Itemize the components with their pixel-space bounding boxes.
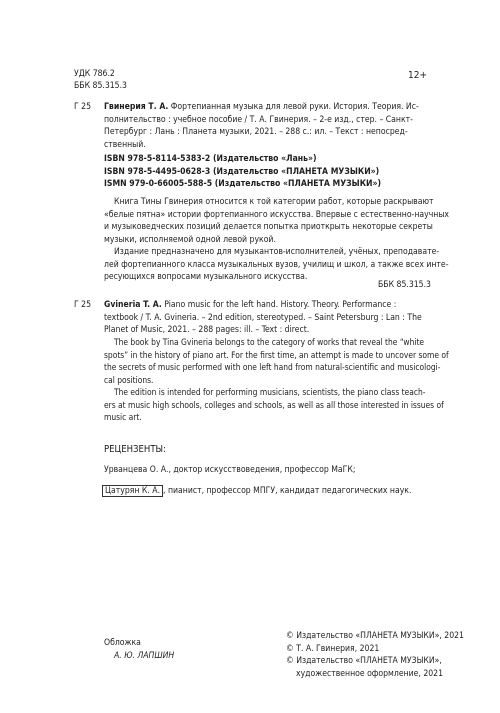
bbk-code-secondary: ББК 85.315.3: [378, 280, 431, 290]
en-bibliographic-record: [104, 299, 427, 337]
ru-annotation-line: ресующихся вопросами музыкального искусства.: [104, 272, 308, 282]
reviewer-line: [102, 485, 411, 498]
cover-label: Обложка: [104, 638, 141, 648]
copyright-line: © Издательство «ПЛАНЕТА МУЗЫКИ»,: [286, 656, 442, 666]
en-record-line: Planet of Music, 2021. – 288 pages: ill. – Text : direct.: [104, 325, 310, 335]
copyright-block: [286, 630, 464, 680]
reviewer-name: Урванцева О. А.: [104, 465, 169, 475]
en-record-line: Piano music for the left hand. History. Theory. Performance :: [161, 300, 397, 310]
en-annotation: [104, 336, 449, 424]
bbk-code: ББК 85.315.3: [74, 81, 127, 91]
ru-annotation-line: Издание предназначено для музыкантов-исполнителей, учёных, преподавате-: [114, 247, 440, 257]
ru-catalog-code: Г 25: [74, 102, 92, 112]
ru-record-line: полнительство : учебное пособие / Т. А. Гвинерия. – 2-е изд., стер. – Санкт-: [104, 114, 413, 125]
age-rating: 12+: [408, 70, 427, 81]
copyright-line: художественное оформление, 2021: [296, 668, 444, 679]
en-catalog-code: Г 25: [74, 300, 92, 310]
copyright-line: © Издательство «ПЛАНЕТА МУЗЫКИ», 2021: [286, 631, 464, 641]
ru-record-line: Петербург : Лань : Планета музыки, 2021. – 288 с.: ил. – Текст : непосред-: [104, 127, 408, 137]
en-annotation-line: music art.: [104, 412, 142, 422]
reviewer-credentials: , доктор искусствоведения, профессор МаГК;: [168, 465, 356, 475]
ru-annotation-line: и музыковедческих позиций делается попытка приоткрыть некоторые секреты: [104, 222, 433, 232]
udk-code: УДК 786.2: [74, 69, 115, 79]
isbn-line: ISBN 978-5-8114-5383-2 (Издательство «Лань»): [104, 154, 317, 164]
ismn-line: ISMN 979-0-66005-588-5 (Издательство «ПЛАНЕТА МУЗЫКИ»): [104, 179, 382, 189]
copyright-line: © Т. А. Гвинерия, 2021: [286, 643, 380, 654]
reviewer-name-highlighted: Цатурян К. А.: [102, 485, 163, 497]
ru-annotation-line: Книга Тины Гвинерия относится к той категории работ, которые раскрывают: [114, 197, 434, 207]
en-annotation-line: spots” in the history of piano art. For the first time, an attempt is made to uncover some of: [104, 349, 449, 360]
en-annotation-line: The book by Tina Gvineria belongs to the category of works that reveal the “white: [114, 337, 425, 347]
ru-record-line: Фортепианная музыка для левой руки. История. Теория. Ис-: [168, 102, 419, 112]
ru-author: Гвинерия Т. А.: [104, 102, 169, 112]
cover-artist: А. Ю. ЛАПШИН: [114, 651, 175, 661]
ru-annotation-line: лей фортепианного класса музыкальных вузов, училищ и школ, а также всех инте-: [104, 259, 449, 270]
reviewer-line: [104, 464, 355, 477]
reviewer-credentials: , пианист, профессор МПГУ, кандидат педагогических наук.: [163, 486, 412, 496]
en-annotation-line: ers at music high schools, colleges and schools, as well as all those interested in issues of: [104, 399, 444, 410]
isbn-line: ISBN 978-5-4495-0628-3 (Издательство «ПЛАНЕТА МУЗЫКИ»): [104, 166, 380, 177]
en-annotation-line: The edition is intended for performing musicians, scientists, the piano class teach-: [114, 387, 426, 397]
en-record-line: textbook / T. A. Gvineria. – 2nd edition, stereotyped. – Saint Petersburg : Lan : The: [104, 312, 422, 323]
ru-record-line: ственный.: [104, 139, 146, 150]
ru-annotation-line: музыки, исполняемой одной левой рукой.: [104, 234, 276, 245]
ru-annotation-line: «белые пятна» истории фортепианного искусства. Впервые с естественно-научных: [104, 209, 450, 220]
reviewers-heading: РЕЦЕНЗЕНТЫ:: [104, 444, 166, 455]
ru-annotation: [104, 196, 450, 284]
isbn-list: [104, 153, 381, 191]
en-author: Gvineria T. A.: [104, 300, 162, 310]
en-annotation-line: cal positions.: [104, 374, 154, 385]
ru-bibliographic-record: [104, 101, 427, 151]
en-annotation-line: the secrets of music performed with one left hand from natural-scientific and musicologi-: [104, 362, 441, 372]
